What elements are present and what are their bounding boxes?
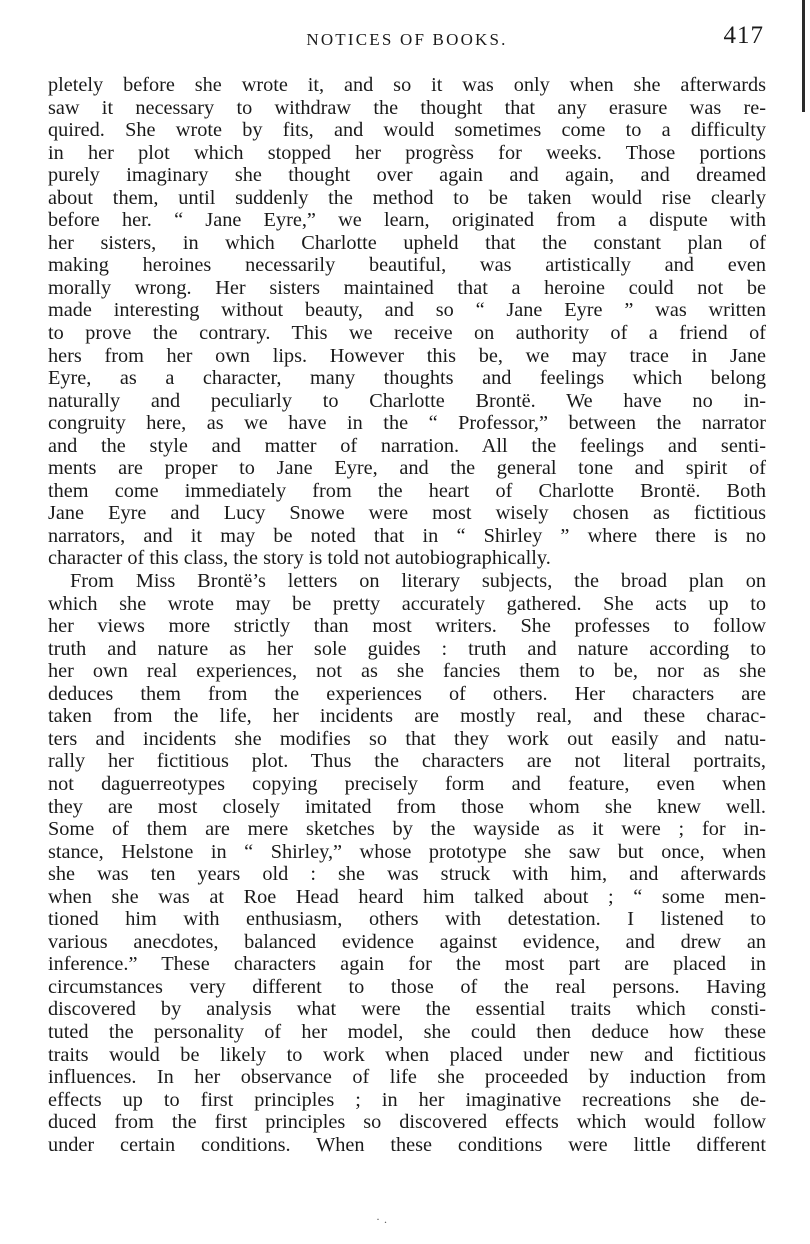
text-line: she was ten years old : she was struck with him, and afterwards xyxy=(48,863,766,886)
text-line: deduces them from the experiences of others. Her characters are xyxy=(48,682,766,705)
text-line: not daguerreotypes copying precisely form and feature, even when xyxy=(48,772,766,795)
text-line: and the style and matter of narration. All the feelings and senti- xyxy=(48,434,766,457)
text-line: character of this class, the story is told not autobiographically. xyxy=(48,547,551,570)
text-line: effects up to first principles ; in her imaginative recreations she de- xyxy=(48,1088,766,1111)
text-line: about them, until suddenly the method to be taken would rise clearly xyxy=(48,186,766,209)
running-title: NOTICES OF BOOKS. xyxy=(306,30,508,49)
text-line: ments are proper to Jane Eyre, and the general tone and spirit of xyxy=(48,457,766,480)
text-line: her own real experiences, not as she fancies them to be, nor as she xyxy=(48,660,766,683)
text-line: them come immediately from the heart of Charlotte Brontë. Both xyxy=(48,479,766,502)
text-line: taken from the life, her incidents are mostly real, and these charac- xyxy=(48,705,766,728)
text-line: tioned him with enthusiasm, others with detestation. I listened to xyxy=(48,908,766,931)
text-line: Jane Eyre and Lucy Snowe were most wisely chosen as fictitious xyxy=(48,502,766,525)
text-line: saw it necessary to withdraw the thought that any erasure was re- xyxy=(48,96,766,119)
text-line: discovered by analysis what were the essential traits which consti- xyxy=(48,998,766,1021)
text-line: making heroines necessarily beautiful, was artistically and even xyxy=(48,254,766,277)
text-line: traits would be likely to work when placed under new and fictitious xyxy=(48,1043,766,1066)
text-line: duced from the first principles so discovered effects which would follow xyxy=(48,1111,766,1134)
text-line: truth and nature as her sole guides : truth and nature according to xyxy=(48,637,766,660)
text-line: purely imaginary she thought over again and again, and dreamed xyxy=(48,164,766,187)
text-line: made interesting without beauty, and so “ Jane Eyre ” was written xyxy=(48,299,766,322)
text-line: inference.” These characters again for the most part are placed in xyxy=(48,953,766,976)
body-text xyxy=(48,74,766,1156)
text-line: stance, Helstone in “ Shirley,” whose prototype she saw but once, when xyxy=(48,840,766,863)
margin-rule xyxy=(802,0,805,112)
text-line: various anecdotes, balanced evidence against evidence, and drew an xyxy=(48,930,766,953)
text-line: morally wrong. Her sisters maintained that a heroine could not be xyxy=(48,276,766,299)
text-line: circumstances very different to those of the real persons. Having xyxy=(48,975,766,998)
text-line: in her plot which stopped her progrèss for weeks. Those portions xyxy=(48,141,766,164)
text-line: which she wrote may be pretty accurately gathered. She acts up to xyxy=(48,592,766,615)
text-line: ters and incidents she modifies so that they work out easily and natu- xyxy=(48,727,766,750)
text-line: influences. In her observance of life she proceeded by induction from xyxy=(48,1066,766,1089)
page-header xyxy=(48,22,766,58)
text-line: Eyre, as a character, many thoughts and feelings which belong xyxy=(48,367,766,390)
text-line: narrators, and it may be noted that in “ Shirley ” where there is no xyxy=(48,524,766,547)
text-line: naturally and peculiarly to Charlotte Brontë. We have no in- xyxy=(48,389,766,412)
text-line: before her. “ Jane Eyre,” we learn, originated from a dispute with xyxy=(48,209,766,232)
text-line: rally her fictitious plot. Thus the characters are not literal portraits, xyxy=(48,750,766,773)
text-line: her sisters, in which Charlotte upheld that the constant plan of xyxy=(48,231,766,254)
text-line: tuted the personality of her model, she could then deduce how these xyxy=(48,1020,766,1043)
footer-mark: ·. xyxy=(376,1212,391,1226)
text-line: hers from her own lips. However this be, we may trace in Jane xyxy=(48,344,766,367)
text-line: when she was at Roe Head heard him talked about ; “ some men- xyxy=(48,885,766,908)
text-line: congruity here, as we have in the “ Professor,” between the narrator xyxy=(48,412,766,435)
text-line: they are most closely imitated from those whom she knew well. xyxy=(48,795,766,818)
text-line: From Miss Brontë’s letters on literary subjects, the broad plan on xyxy=(70,570,766,593)
text-line: Some of them are mere sketches by the wayside as it were ; for in- xyxy=(48,818,766,841)
text-line: her views more strictly than most writers. She professes to follow xyxy=(48,615,766,638)
text-line: pletely before she wrote it, and so it was only when she afterwards xyxy=(48,74,766,96)
text-line: quired. She wrote by fits, and would sometimes come to a difficulty xyxy=(48,119,766,142)
text-line: under certain conditions. When these conditions were little different xyxy=(48,1133,766,1156)
page-number: 417 xyxy=(723,22,764,49)
text-line: to prove the contrary. This we receive on authority of a friend of xyxy=(48,322,766,345)
